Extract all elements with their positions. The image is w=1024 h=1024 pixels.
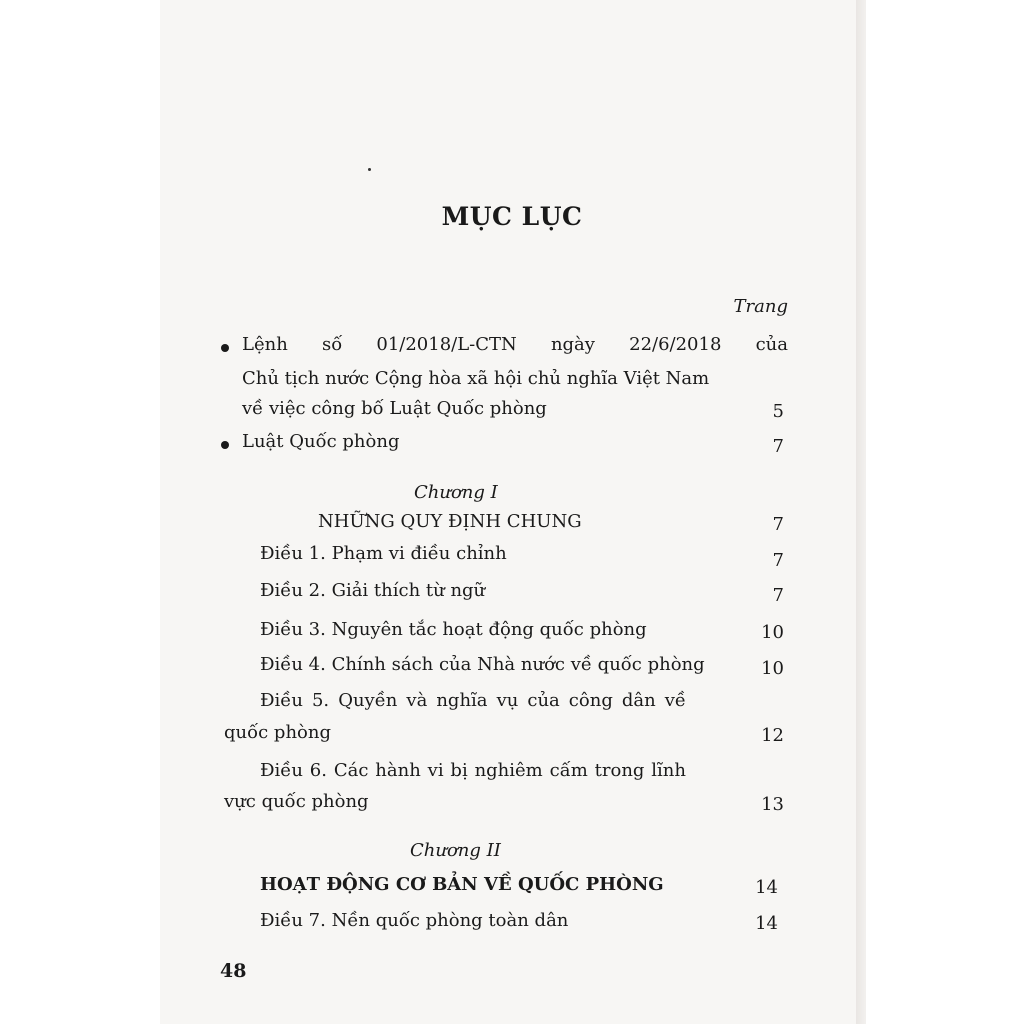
chapter-heading: NHỮNG QUY ĐỊNH CHUNG (318, 511, 582, 532)
toc-page-number: 14 (755, 877, 778, 898)
toc-page-number: 5 (772, 401, 784, 422)
page-edge (856, 0, 866, 1024)
toc-entry-line: Lệnh số 01/2018/L-CTN ngày 22/6/2018 của (242, 334, 788, 355)
toc-article: Điều 6. Các hành vi bị nghiêm cấm trong lĩnh (260, 760, 686, 781)
toc-page-number: 12 (761, 725, 784, 746)
toc-page-number: 7 (772, 514, 784, 535)
stray-dot (368, 168, 371, 171)
toc-article-continuation: vực quốc phòng (224, 791, 369, 812)
toc-article: Điều 3. Nguyên tắc hoạt động quốc phòng (260, 619, 647, 640)
bullet-icon (221, 344, 229, 352)
toc-entry-line: về việc công bố Luật Quốc phòng (242, 398, 547, 419)
page-title-text: MỤC LỤC (441, 202, 583, 231)
toc-page-number: 14 (755, 913, 778, 934)
toc-page-number: 7 (772, 436, 784, 457)
page-title (0, 202, 1024, 231)
chapter-label: Chương II (410, 840, 501, 861)
toc-article: Điều 5. Quyền và nghĩa vụ của công dân về (260, 690, 686, 711)
bullet-icon (221, 441, 229, 449)
toc-article: Điều 2. Giải thích từ ngữ (260, 580, 486, 601)
chapter-heading: HOẠT ĐỘNG CƠ BẢN VỀ QUỐC PHÒNG (260, 874, 664, 895)
toc-page-number: 10 (761, 622, 784, 643)
toc-entry-line: Luật Quốc phòng (242, 431, 400, 452)
footer-page-number: 48 (220, 960, 247, 982)
page-column-label: Trang (733, 296, 788, 317)
toc-article-continuation: quốc phòng (224, 722, 331, 743)
toc-article: Điều 4. Chính sách của Nhà nước về quốc phòng (260, 654, 705, 675)
toc-article: Điều 1. Phạm vi điều chỉnh (260, 543, 507, 564)
toc-page-number: 7 (772, 585, 784, 606)
toc-article: Điều 7. Nền quốc phòng toàn dân (260, 910, 569, 931)
toc-page-number: 13 (761, 794, 784, 815)
toc-page-number: 10 (761, 658, 784, 679)
toc-entry-line: Chủ tịch nước Cộng hòa xã hội chủ nghĩa Việt Nam (242, 368, 710, 389)
chapter-label: Chương I (414, 482, 498, 503)
toc-page-number: 7 (772, 550, 784, 571)
